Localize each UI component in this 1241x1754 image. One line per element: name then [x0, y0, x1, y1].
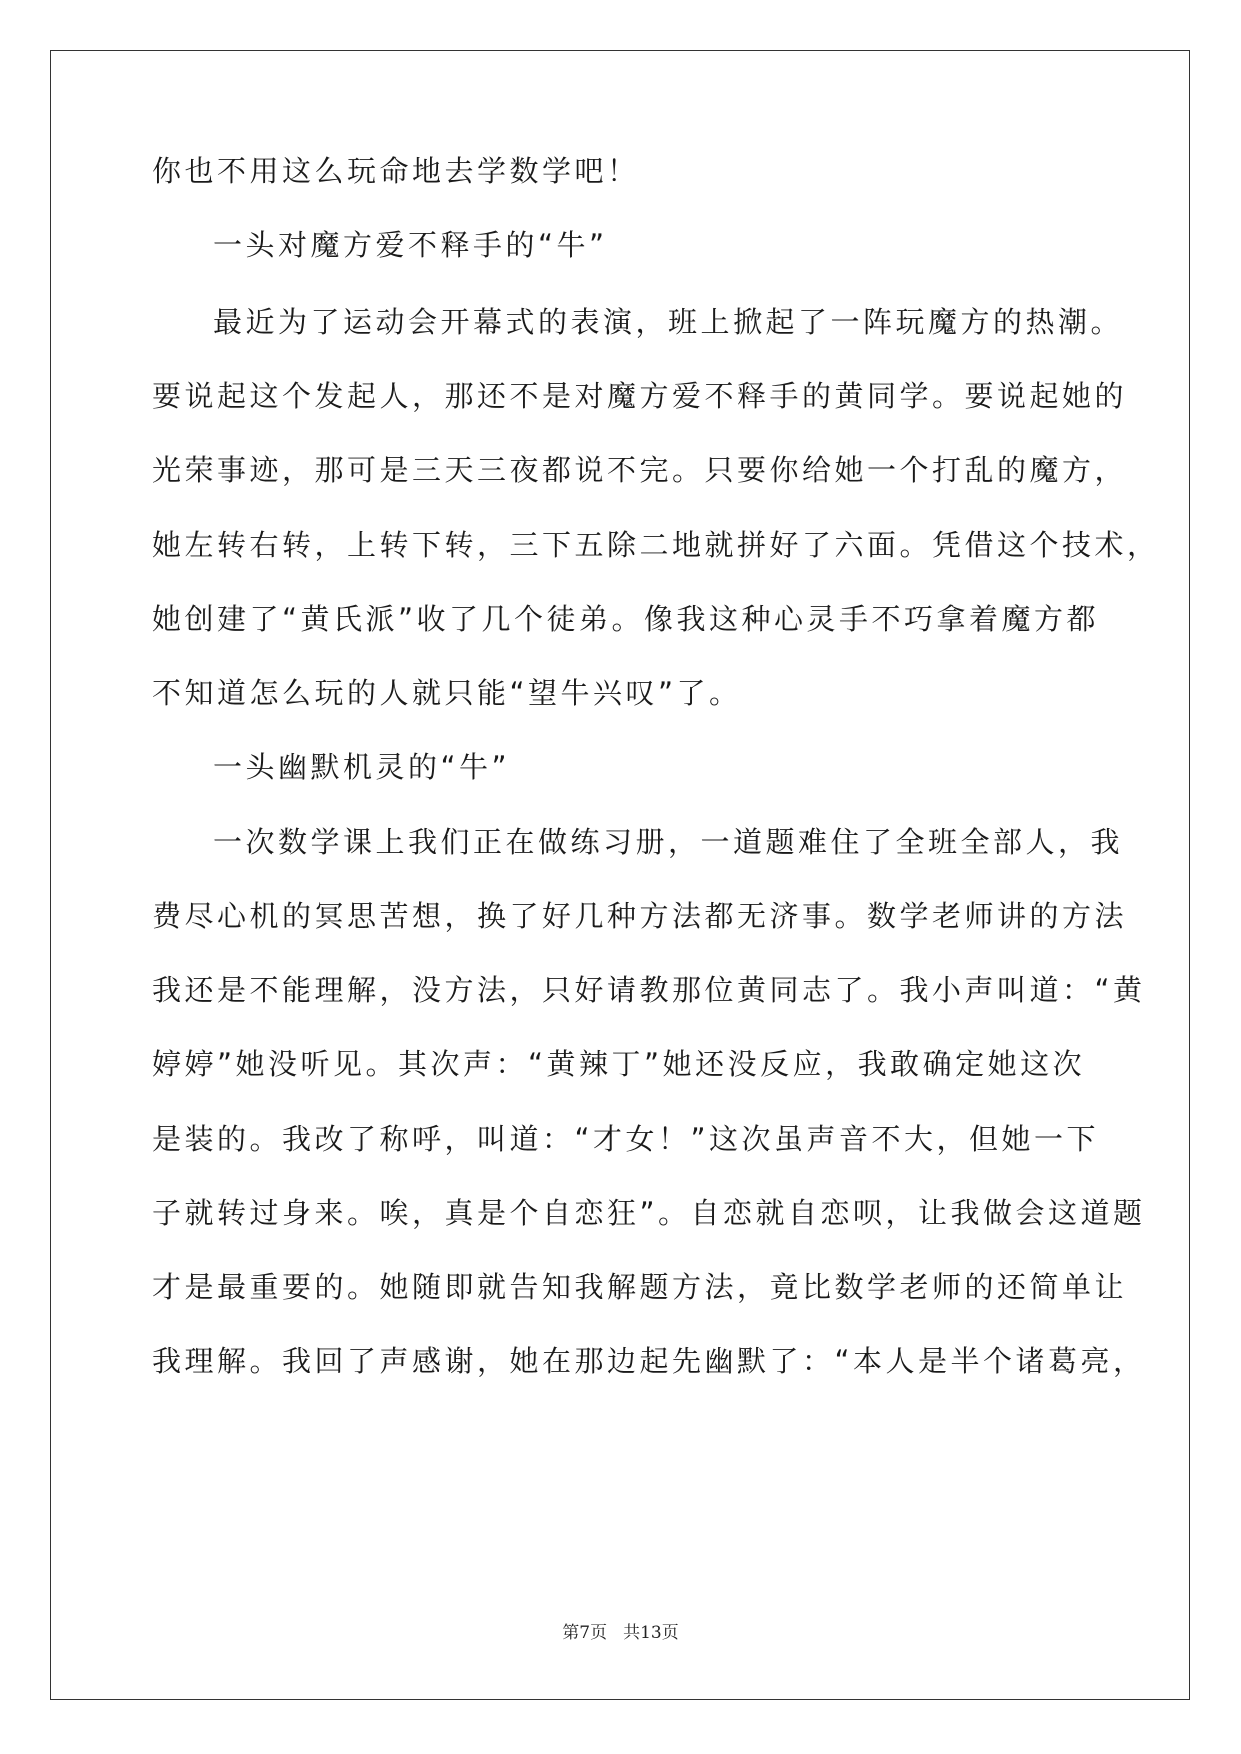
text-line: 光荣事迹，那可是三天三夜都说不完。只要你给她一个打乱的魔方，	[152, 453, 1128, 487]
page-number: 第7页	[562, 1623, 608, 1643]
section-heading: 一头幽默机灵的“牛”	[213, 750, 511, 784]
text-line: 最近为了运动会开幕式的表演，班上掀起了一阵玩魔方的热潮。	[213, 305, 1124, 339]
text-line: 婷婷”她没听见。其次声：“黄辣丁”她还没反应，我敢确定她这次	[152, 1047, 1086, 1081]
text-line: 子就转过身来。唉，真是个自恋狂”。自恋就自恋呗，让我做会这道题	[152, 1196, 1146, 1230]
text-line: 她创建了“黄氏派”收了几个徒弟。像我这种心灵手不巧拿着魔方都	[152, 602, 1100, 636]
text-line: 是装的。我改了称呼，叫道：“才女！”这次虽声音不大，但她一下	[152, 1122, 1100, 1156]
text-line: 要说起这个发起人，那还不是对魔方爱不释手的黄同学。要说起她的	[152, 379, 1128, 413]
text-line: 她左转右转，上转下转，三下五除二地就拼好了六面。凭借这个技术，	[152, 528, 1160, 562]
page-border	[50, 50, 1190, 1700]
text-line: 费尽心机的冥思苦想，换了好几种方法都无济事。数学老师讲的方法	[152, 899, 1128, 933]
page-total: 共13页	[623, 1623, 679, 1643]
text-line: 才是最重要的。她随即就告知我解题方法，竟比数学老师的还简单让	[152, 1270, 1128, 1304]
page-footer	[0, 1618, 1241, 1643]
text-line: 一次数学课上我们正在做练习册，一道题难住了全班全部人，我	[213, 825, 1124, 859]
text-line: 你也不用这么玩命地去学数学吧！	[152, 154, 640, 188]
section-heading: 一头对魔方爱不释手的“牛”	[213, 228, 608, 262]
text-line: 我还是不能理解，没方法，只好请教那位黄同志了。我小声叫道：“黄	[152, 973, 1146, 1007]
text-line: 不知道怎么玩的人就只能“望牛兴叹”了。	[152, 676, 742, 710]
text-line: 我理解。我回了声感谢，她在那边起先幽默了：“本人是半个诸葛亮，	[152, 1344, 1146, 1378]
